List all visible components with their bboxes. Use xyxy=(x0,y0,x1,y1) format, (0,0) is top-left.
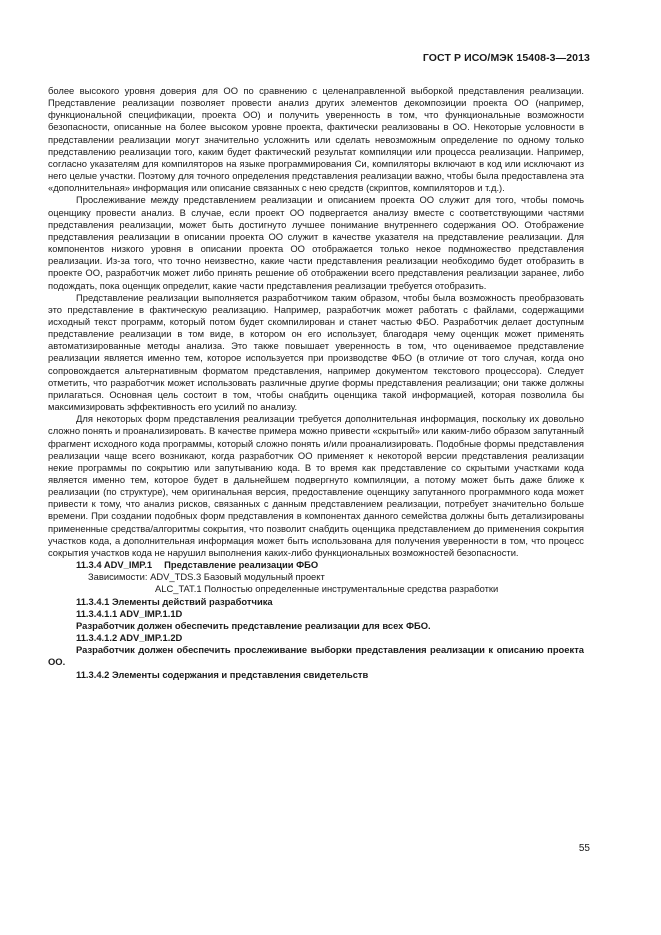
element-id: 11.3.4.1.1 ADV_IMP.1.1D xyxy=(76,607,183,619)
paragraph: Для некоторых форм представления реализации требуется дополнительная информация, поскольку их довольно сложно понять и проанализировать. В качестве примера можно привести «скрытый» или каким-либо образом запутанный фрагмент исходного кода программы, который сложно понять и/или проанализировать. Подобные формы представления реализации чаще всего возникают, когда разработчик ОО применяет к некоторой версии представления реализации некие программы по сокрытию или запутыванию кода. В то время как представление со скрытыми участками кода является именно тем, которое будет в дальнейшем подвергнуто компиляции, а потому может быть даже ближе к реализации (по структуре), чем оригинальная версия, предоставление оценщику запутанного программного кода может привести к тому, что анализ рисков, связанных с данным представлением реализации, потребует значительно больше времени. При создании подобных форм представления в компонентах данного семейства должны быть детализированы примененные средства/алгоритмы сокрытия, что позволит снабдить оценщика представлением до применения сокрытия участков кода, а дополнительная информация может быть использована для получения уверенности в том, что процесс сокрытия участков кода не нарушил выполнения каких-либо функциональных возможностей безопасности. xyxy=(48,413,584,558)
paragraph: Прослеживание между представлением реализации и описанием проекта ОО служит для того, чтобы помочь оценщику провести анализ. В случае, если проект ОО подвергается анализу вместе с соответствующими частями представления реализации, может быть достигнуто лучшее понимание внутреннего содержания ОО. Отображение представления реализации в описании проекта ОО служит в качестве указателя на представление реализации. Для компонентов низкого уровня в описании проекта ОО отображается только некое подмножество представления реализации. Из-за того, что точно неизвестно, какие части представления реализации необходимо будет отобразить в проекте ОО, разработчик может либо принять решение об отображении всего представления реализации заранее, либо подождать, пока оценщик определит, какие части представления реализации требуется отобразить. xyxy=(48,194,584,291)
paragraph: более высокого уровня доверия для ОО по сравнению с целенаправленной выборкой представления реализации. Представление реализации позволяет провести анализ других элементов декомпозиции проекта ОО (например, функциональной спецификации, проекта ОО) и получить уверенность в том, что функциональные возможности безопасности, описанные на более высоком уровне проекта, фактически реализованы в ОО. Некоторые условности в представлении реализации могут значительно усложнить или сделать невозможным определение по одному только представлению реализации того, каким будет фактический результат компиляции или процесса реализации. Например, согласно указателям для компиляторов на языке программирования Си, компиляторы включают в код или исключают из него целые участки. Поэтому для точного определения представления реализации важно, чтобы была предоставлена эта «дополнительная» информация или описание связанных с нею средств (скриптов, компиляторов и т.д.). xyxy=(48,85,584,194)
subsection-heading: 11.3.4.2 Элементы содержания и представления свидетельств xyxy=(76,668,369,680)
section-title: Представление реализации ФБО xyxy=(164,559,319,571)
dependency-item: ALC_TAT.1 Полностью определенные инструментальные средства разработки xyxy=(155,583,499,595)
section-heading xyxy=(76,559,584,571)
page-number: 55 xyxy=(578,843,590,854)
subsection-heading: 11.3.4.1 Элементы действий разработчика xyxy=(76,595,273,607)
dependencies-line xyxy=(88,571,584,583)
element-text: Разработчик должен обеспечить представление реализации для всех ФБО. xyxy=(76,619,431,631)
page-body xyxy=(48,85,584,681)
element-id: 11.3.4.1.2 ADV_IMP.1.2D xyxy=(76,632,183,644)
element-text: Разработчик должен обеспечить прослеживание выборки представления реализации к описанию проекта ОО. xyxy=(48,644,584,668)
paragraph: Представление реализации выполняется разработчиком таким образом, чтобы была возможность преобразовать это представление в фактическую реализацию. Например, разработчик может работать с файлами, содержащими исходный текст программ, который потом будет скомпилирован и станет частью ФБО. Разработчик делает доступным представление реализации в том виде, в котором он его использует, благодаря чему оценщик может применять автоматизированные методы анализа. Это также повышает уверенность в том, что оцениваемое представление реализации является именно тем, которое используется при производстве ФБО (в отличие от того случая, когда оно сопровождается альтернативным форматом представления, например документом текстового процессора). Следует отметить, что разработчик может использовать различные другие формы представления реализации; они также должны прилагаться. Основная цель состоит в том, чтобы снабдить оценщика такой информацией, которая позволила бы максимизировать эффективность его усилий по анализу. xyxy=(48,291,584,413)
dependencies-label: Зависимости: xyxy=(88,571,148,583)
dependency-item: ADV_TDS.3 Базовый модульный проект xyxy=(150,571,325,583)
section-code: ADV_IMP.1 xyxy=(103,559,153,571)
section-number: 11.3.4 xyxy=(76,559,102,571)
document-header: ГОСТ Р ИСО/МЭК 15408-3—2013 xyxy=(422,52,590,64)
